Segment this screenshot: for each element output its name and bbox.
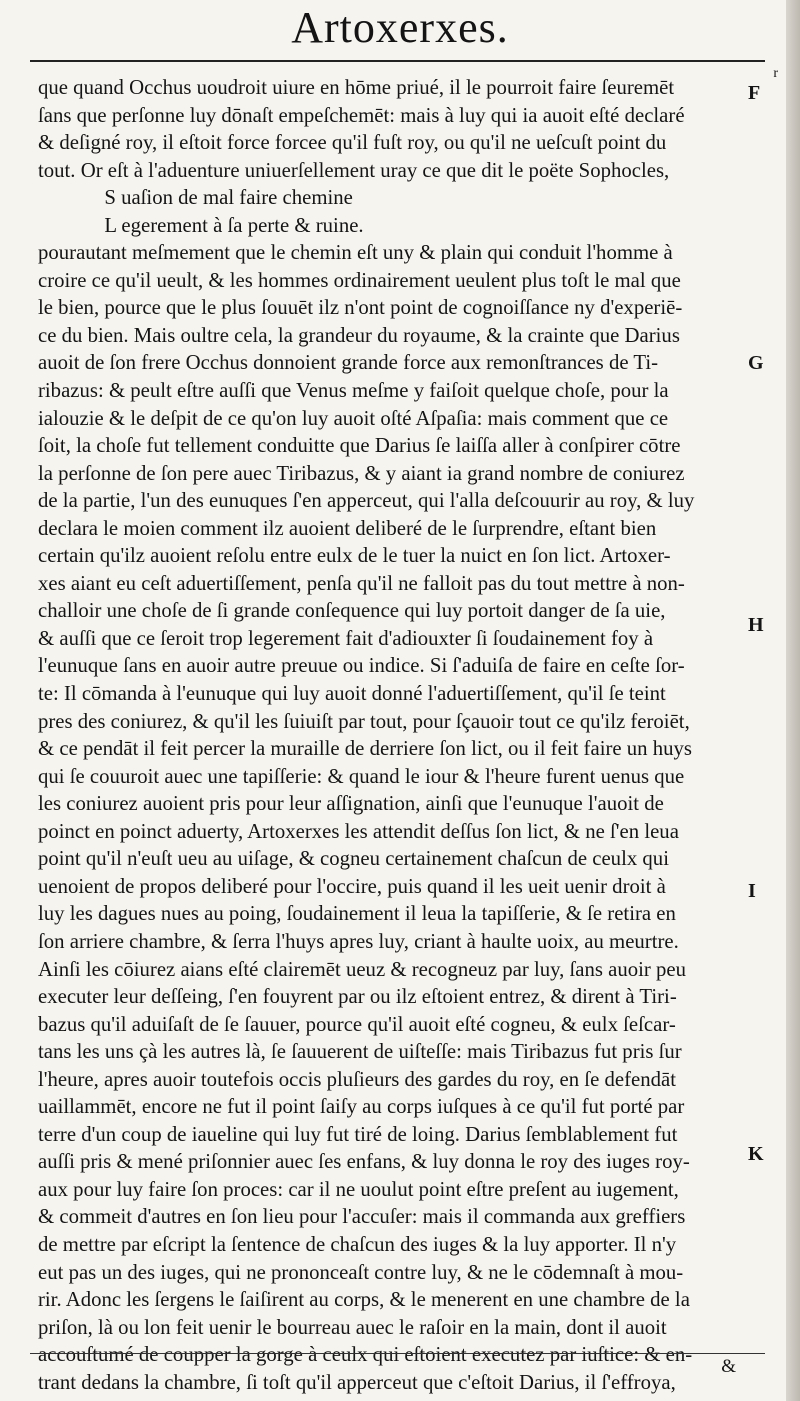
text-line: L egerement à ſa perte & ruine.: [104, 212, 364, 237]
text-line: accouſtumé de coupper la gorge à ceulx qui eſtoient executez par iuſtice: & en-: [38, 1342, 693, 1367]
text-line: ce du bien. Mais oultre cela, la grandeur du royaume, & la crainte que Darius: [38, 322, 680, 347]
text-line: les coniurez auoient pris pour leur aſſignation, ainſi que l'eunuque l'auoit de: [38, 791, 664, 816]
margin-letter-i: I: [748, 880, 756, 902]
text-line: certain qu'ilz auoient reſolu entre eulx de le tuer la nuict en ſon lict. Artoxer-: [38, 543, 671, 568]
text-line: point qu'il n'euſt ueu au uiſage, & cogneu certainement chaſcun de ceulx qui: [38, 846, 669, 871]
text-line: tout. Or eſt à l'aduenture uniuerſellement uray ce que dit le poëte Sophocles,: [38, 157, 670, 182]
text-line: aux pour luy faire ſon proces: car il ne uoulut point eſtre preſent au iugement,: [38, 1176, 679, 1201]
text-line: uaillammēt, encore ne fut il point ſaiſy au corps iuſques à ce qu'il fut porté par: [38, 1094, 685, 1119]
text-line: rir. Adonc les ſergens le ſaiſirent au corps, & le menerent en une chambre de la: [38, 1287, 690, 1312]
text-line: S uaſion de mal faire chemine: [104, 185, 353, 210]
text-line: te: Il cōmanda à l'eunuque qui luy auoit donné l'aduertiſſement, qu'il ſe teint: [38, 681, 666, 706]
running-head-title: Artoxerxes.: [291, 3, 509, 52]
text-line: uenoient de propos deliberé pour l'occire, puis quand il les ueit uenir droit à: [38, 873, 666, 898]
text-line: ſans que perſonne luy dōnaſt empeſchemēt: mais à luy qui ia auoit eſté declaré: [38, 102, 685, 127]
text-line: terre d'un coup de iaueline qui luy fut tiré de loing. Darius ſemblablement fut: [38, 1121, 678, 1146]
footer-rule: [30, 1353, 765, 1354]
text-line: ſoit, la choſe fut tellement conduitte que Darius ſe laiſſa aller à conſpirer cōtre: [38, 433, 681, 458]
text-line: challoir une choſe de ſi grande conſequence qui luy portoit danger de ſa uie,: [38, 598, 666, 623]
text-line: pres des coniurez, & qu'il les ſuiuiſt par tout, pour ſçauoir tout ce qu'ilz feroiēt,: [38, 708, 690, 733]
text-line: ialouzie & le deſpit de ce qu'on luy auoit oſté Aſpaſia: mais comment que ce: [38, 405, 669, 430]
gutter-mark: r: [773, 66, 778, 81]
text-line: declara le moien comment ilz auoient deliberé de le ſurprendre, eſtant bien: [38, 515, 657, 540]
header-rule: [30, 60, 765, 62]
text-line: ribazus: & peult eſtre auſſi que Venus meſme y faiſoit quelque choſe, pour la: [38, 378, 669, 403]
text-line: Ainſi les cōiurez aians eſté clairemēt ueuz & recogneuz par luy, ſans auoir peu: [38, 956, 687, 981]
text-line: eut pas un des iuges, qui ne prononceaſt contre luy, & ne le cōdemnaſt à mou-: [38, 1259, 684, 1284]
margin-letter-g: G: [748, 352, 764, 374]
text-line: trant dedans la chambre, ſi toſt qu'il apperceut que c'eſtoit Darius, il ſ'effroya,: [38, 1369, 676, 1394]
text-line: auſſi pris & mené priſonnier auec ſes enfans, & luy donna le roy des iuges roy-: [38, 1149, 690, 1174]
text-line: l'heure, apres auoir toutefois occis pluſieurs des gardes du roy, en ſe defendāt: [38, 1066, 676, 1091]
text-line: auoit de ſon frere Occhus donnoient grande force aux remonſtrances de Ti-: [38, 350, 659, 375]
text-line: priſon, là ou lon feit uenir le bourreau auec le raſoir en la main, dont il auoit: [38, 1314, 667, 1339]
text-line: croire ce qu'il ueult, & les hommes ordinairement ueulent plus toſt le mal que: [38, 267, 681, 292]
text-line: poinct en poinct aduerty, Artoxerxes les attendit deſſus ſon lict, & ne ſ'en leua: [38, 818, 679, 843]
margin-letter-k: K: [748, 1143, 764, 1165]
text-line: la perſonne de ſon pere auec Tiribazus, & y aiant ia grand nombre de coniurez: [38, 460, 685, 485]
text-line: le bien, pource que le plus ſouuēt ilz n'ont point de cognoiſſance ny d'experiē-: [38, 295, 683, 320]
text-line: executer leur deſſeing, ſ'en fouyrent par ou ilz eſtoient entrez, & dirent à Tiri-: [38, 984, 677, 1009]
text-line: pourautant meſmement que le chemin eſt uny & plain qui conduit l'homme à: [38, 240, 673, 265]
body-text: [38, 74, 766, 1396]
text-line: qui ſe couuroit auec une tapiſſerie: & quand le iour & l'heure furent uenus que: [38, 763, 685, 788]
text-line: & commeit d'autres en ſon lieu pour l'accuſer: mais il commanda aux greffiers: [38, 1204, 686, 1229]
text-line: que quand Occhus uoudroit uiure en hōme priué, il le pourroit faire ſeuremēt: [38, 75, 675, 99]
text-line: & auſſi que ce ſeroit trop legerement fait d'adiouxter ſi ſoudainement foy à: [38, 625, 654, 650]
text-line: bazus qu'il aduiſaſt de ſe ſauuer, pource qu'il auoit eſté cogneu, & eulx ſeſcar-: [38, 1011, 676, 1036]
margin-letter-f: F: [748, 82, 761, 104]
page-edge: [786, 0, 800, 1401]
text-line: ſon arriere chambre, & ſerra l'huys apres luy, criant à haulte uoix, au meurtre.: [38, 928, 679, 953]
text-line: & deſigné roy, il eſtoit force forcee qu'il fuſt roy, ou qu'il ne ueſcuſt point du: [38, 130, 667, 155]
text-line: & ce pendāt il feit percer la muraille de derriere ſon lict, ou il feit faire un huys: [38, 736, 692, 761]
text-line: de mettre par eſcript la ſentence de chaſcun des iuges & la luy apporter. Il n'y: [38, 1231, 677, 1256]
text-line: de la partie, l'un des eunuques ſ'en apperceut, qui l'alla deſcouurir au roy, & luy: [38, 488, 695, 513]
text-line: xes aiant eu ceſt aduertiſſement, penſa qu'il ne falloit pas du tout mettre à non-: [38, 570, 685, 595]
catchword: &: [721, 1356, 736, 1377]
text-line: tans les uns çà les autres là, ſe ſauuerent de uiſteſſe: mais Tiribazus fut pris ſur: [38, 1039, 682, 1064]
margin-letter-h: H: [748, 614, 764, 636]
text-line: l'eunuque ſans en auoir autre preuue ou indice. Si ſ'aduiſa de faire en ceſte ſor-: [38, 653, 685, 678]
text-line: luy les dagues nues au poing, ſoudainement il leua la tapiſſerie, & ſe retira en: [38, 901, 676, 926]
